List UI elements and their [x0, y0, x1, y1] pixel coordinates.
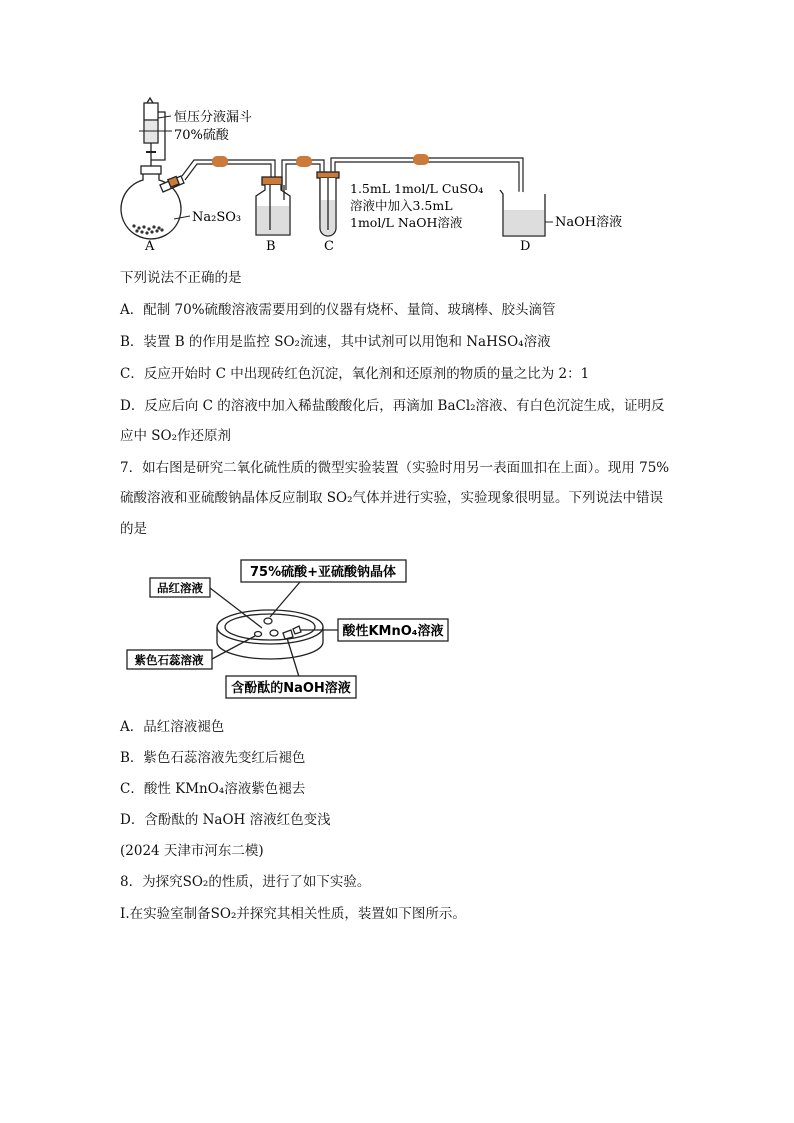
- q7-option-a: A．品红溶液褪色: [120, 719, 225, 735]
- salt-label: Na₂SO₃: [192, 210, 242, 225]
- q6-option-c: C．反应开始时 C 中出现砖红色沉淀，氧化剂和还原剂的物质的量之比为 2：1: [120, 366, 590, 382]
- tube-c-text-2: 溶液中加入3.5mL: [350, 198, 453, 213]
- box-litmus: 紫色石蕊溶液: [134, 653, 204, 667]
- dish-bottom: [217, 610, 323, 644]
- q7-option-b: B．紫色石蕊溶液先变红后褪色: [120, 750, 306, 766]
- acid-label: 70%硫酸: [174, 128, 229, 143]
- label-B: B: [266, 239, 276, 254]
- q6-option-d-cont: 应中 SO₂作还原剂: [120, 428, 232, 444]
- box-naoh-phenolphthalein: 含酚酞的NaOH溶液: [231, 681, 351, 696]
- label-A: A: [145, 239, 155, 254]
- tube-c-text-3: 1mol/L NaOH溶液: [350, 215, 463, 230]
- q7-stem-1: 7．如右图是研究二氧化硫性质的微型实验装置（实验时用另一表面皿扣在上面）。现用 75%: [120, 460, 670, 476]
- q7-stem-2: 硫酸溶液和亚硫酸钠晶体反应制取 SO₂气体并进行实验，实验现象很明显。下列说法中错误: [120, 490, 664, 506]
- box-acid-salt: 75%硫酸+亚硫酸钠晶体: [249, 565, 397, 580]
- q8-part1: Ⅰ.在实验室制备SO₂并探究其相关性质，装置如下图所示。: [120, 906, 466, 922]
- q6-option-b: B．装置 B 的作用是监控 SO₂流速，其中试剂可以用饱和 NaHSO₄溶液: [120, 334, 551, 350]
- label-D: D: [520, 239, 531, 254]
- label-C: C: [324, 239, 334, 254]
- box-kmno4: 酸性KMnO₄溶液: [342, 624, 444, 639]
- funnel-label: 恒压分液漏斗: [174, 110, 253, 125]
- tube-c-text-1: 1.5mL 1mol/L CuSO₄: [350, 181, 484, 196]
- q7-option-c: C．酸性 KMnO₄溶液紫色褪去: [120, 781, 306, 797]
- q6-option-d: D．反应后向 C 的溶液中加入稀盐酸酸化后，再滴加 BaCl₂溶液、有白色沉淀生成，证明反: [120, 398, 665, 414]
- q8-stem: 8．为探究SO₂的性质，进行了如下实验。: [120, 874, 371, 890]
- q6-option-a: A．配制 70%硫酸溶液需要用到的仪器有烧杯、量筒、玻璃棒、胶头滴管: [120, 302, 556, 318]
- q7-stem-3: 的是: [120, 521, 147, 537]
- box-pinhong: 品红溶液: [157, 581, 203, 595]
- q7-option-d: D．含酚酞的 NaOH 溶液红色变浅: [120, 812, 331, 828]
- q6-stem: 下列说法不正确的是: [120, 270, 242, 286]
- naoh-label: NaOH溶液: [555, 215, 623, 230]
- source-note: (2024 天津市河东二模): [120, 843, 264, 859]
